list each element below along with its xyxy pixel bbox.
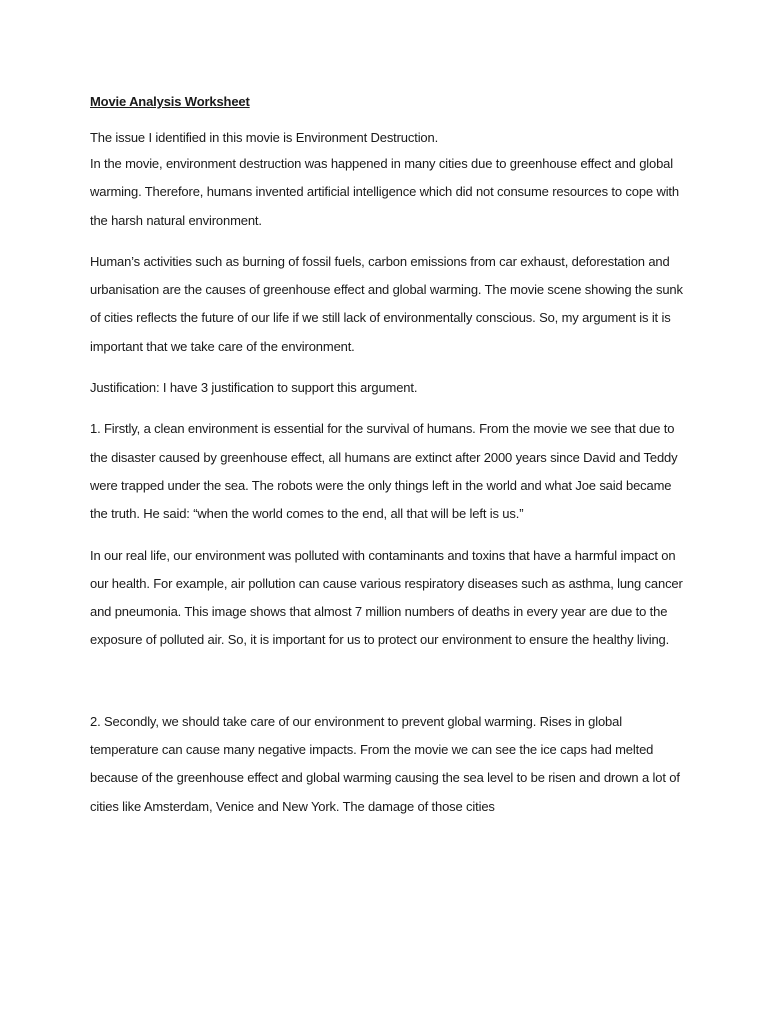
- real-life-paragraph: In our real life, our environment was polluted with contaminants and toxins that have a harmful impact on our health. For example, air pollution can cause various respiratory diseases such as asthma, lung cancer and pneumonia. This image shows that almost 7 million numbers of deaths in every year are due to the exposure of polluted air. So, it is important for us to protect our environment to ensure the healthy living.: [90, 547, 683, 648]
- document-body: [90, 92, 690, 834]
- justification-line: Justification: I have 3 justification to support this argument.: [90, 380, 418, 396]
- activities-paragraph: Human’s activities such as burning of fossil fuels, carbon emissions from car exhaust, deforestation and urbanisation are the causes of greenhouse effect and global warming. The movie scene showing the sunk of cities reflects the future of our life if we still lack of environmentally conscious. So, my argument is it is important that we take care of the environment.: [90, 253, 683, 354]
- point-one-paragraph: 1. Firstly, a clean environment is essential for the survival of humans. From the movie we see that due to the disaster caused by greenhouse effect, all humans are extinct after 2000 years since David and Teddy were trapped under the sea. The robots were the only things left in the world and what Joe said became the truth. He said: “when the world comes to the end, all that will be left is us.”: [90, 421, 678, 522]
- document-title: Movie Analysis Worksheet: [90, 94, 250, 109]
- issue-line: The issue I identified in this movie is Environment Destruction.: [90, 130, 439, 145]
- intro-paragraph: In the movie, environment destruction was happened in many cities due to greenhouse effect and global warming. Therefore, humans invented artificial intelligence which did not consume resources to cope with the harsh natural environment.: [90, 156, 679, 228]
- blank-space: [90, 668, 690, 708]
- point-two-paragraph: 2. Secondly, we should take care of our environment to prevent global warming. Rises in global temperature can cause many negative impacts. From the movie we can see the ice caps had melted because of the greenhouse effect and global warming causing the sea level to be risen and drown a lot of cities like Amsterdam, Venice and New York. The damage of those cities: [90, 713, 680, 814]
